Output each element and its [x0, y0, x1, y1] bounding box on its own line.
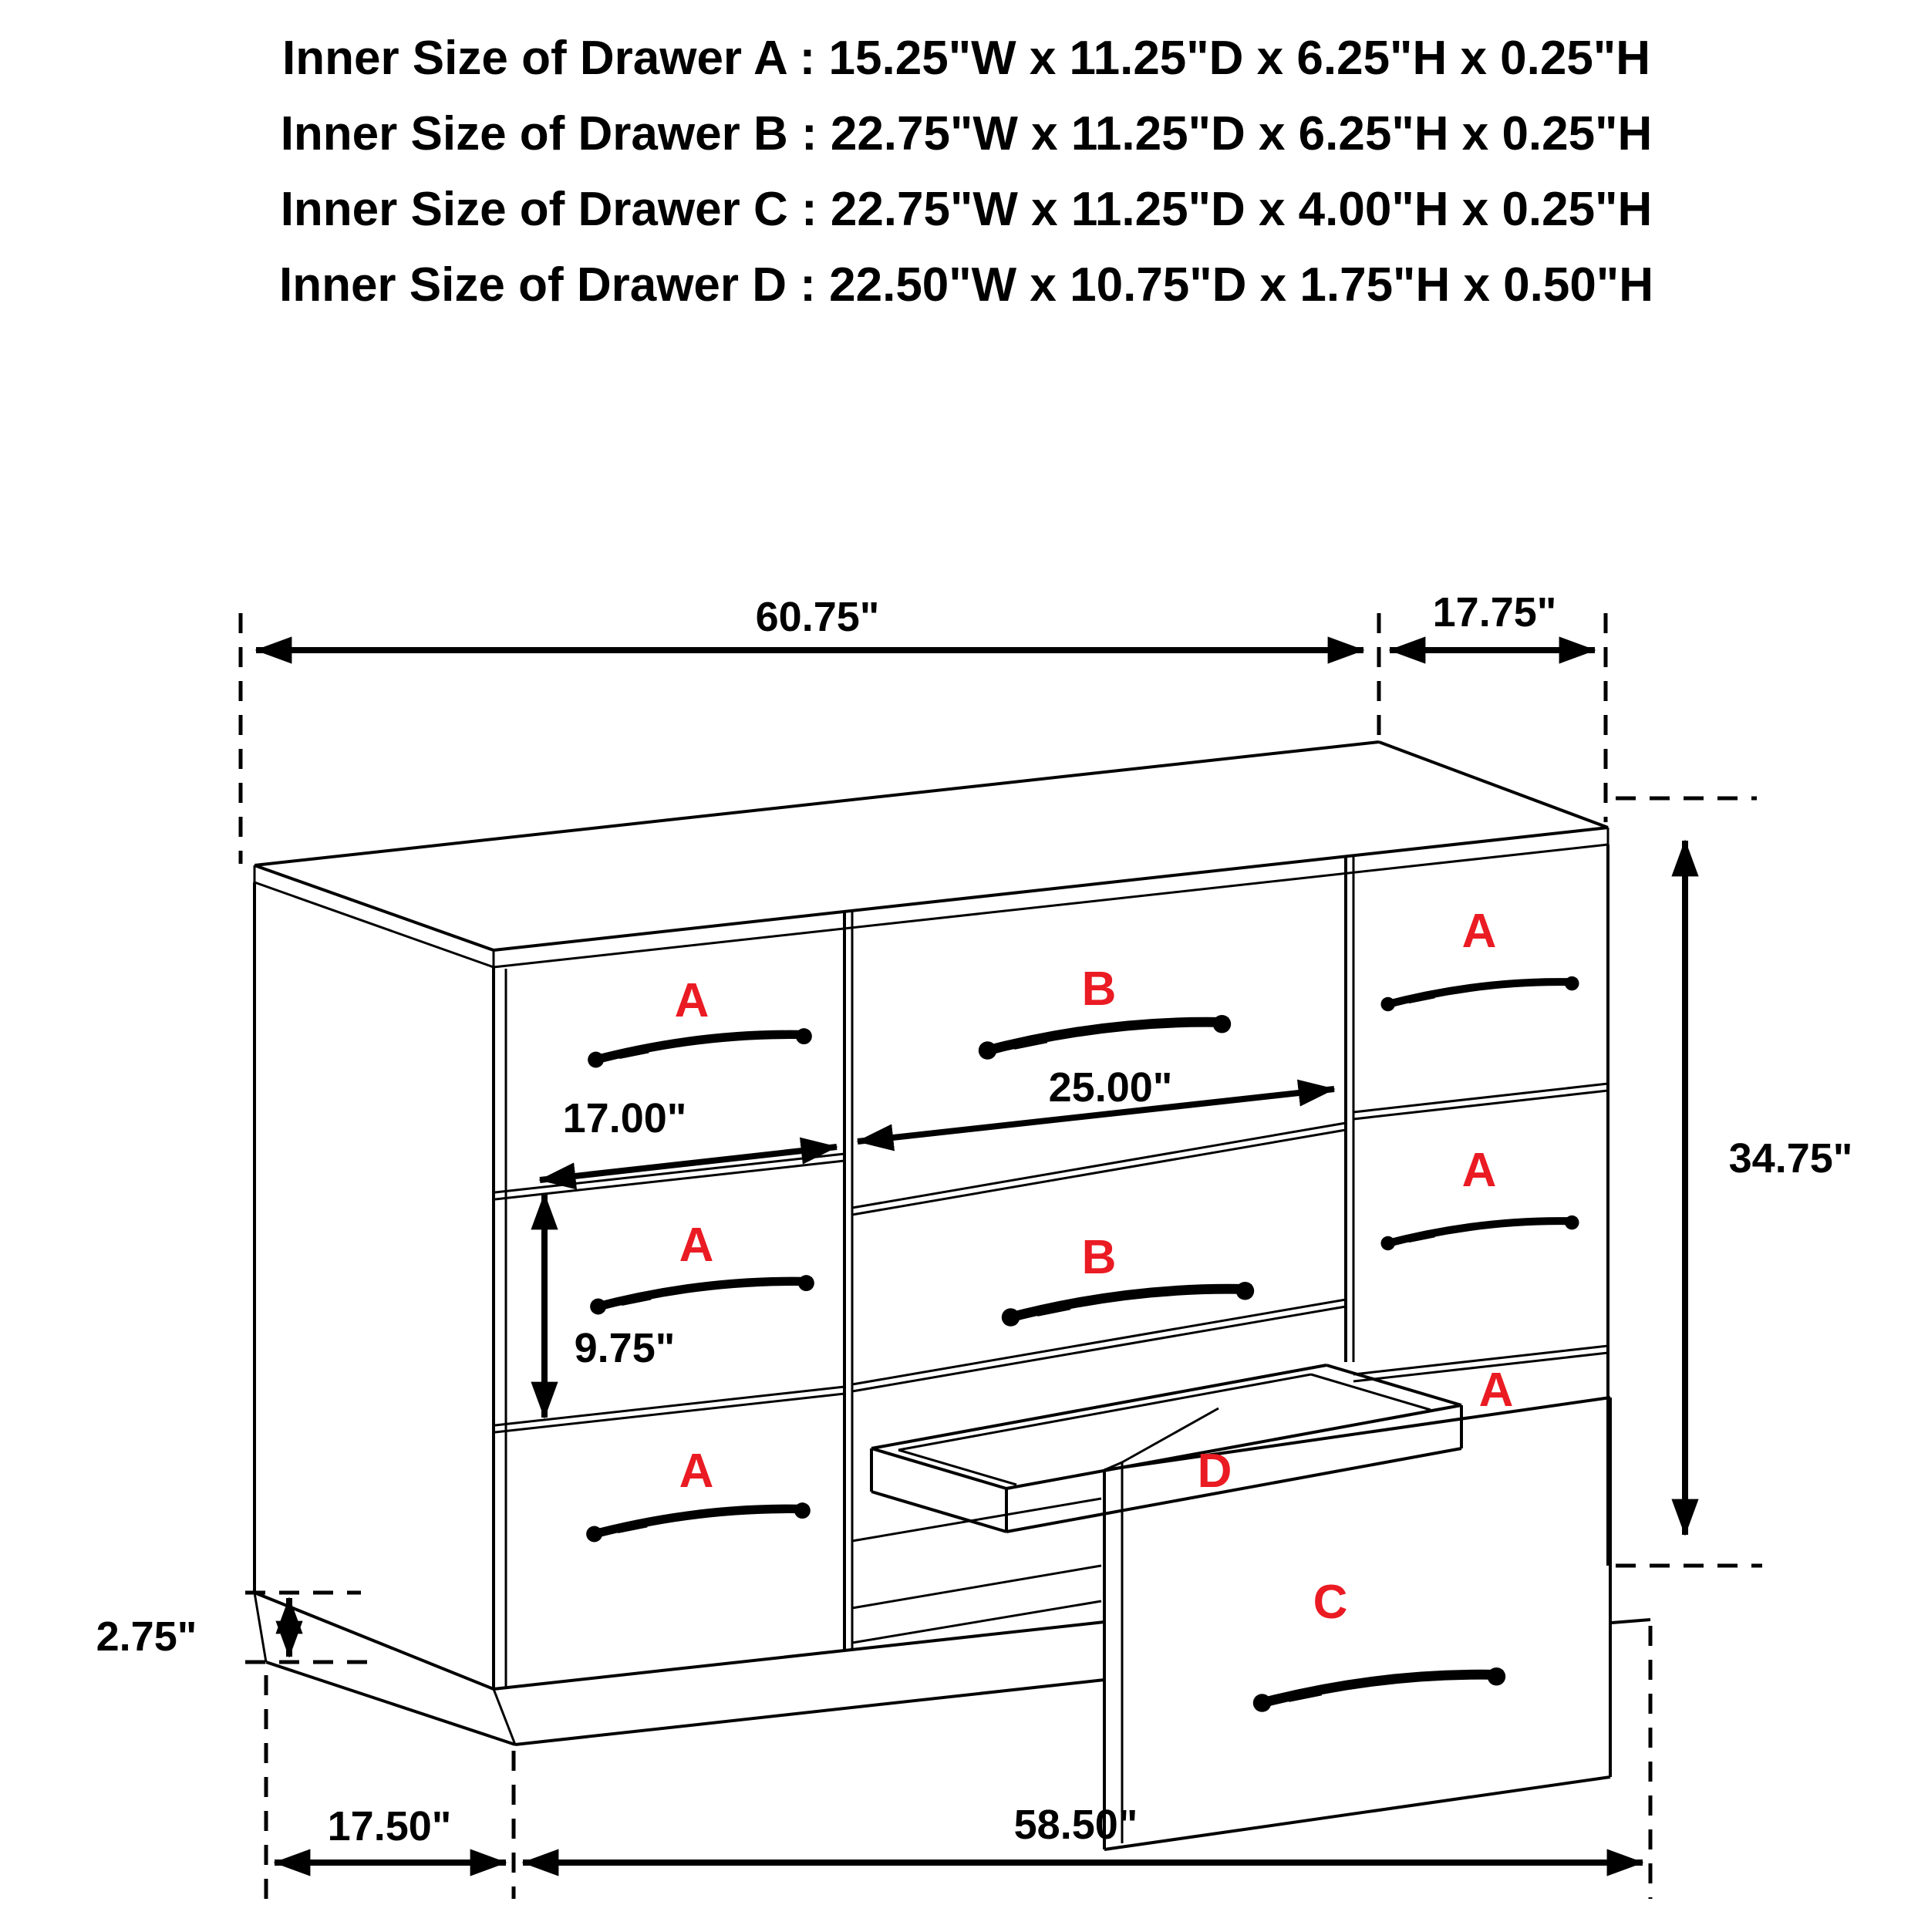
dim-left-drawer-height-value: 9.75" [574, 1325, 676, 1371]
drawer-a-right1-handle [1380, 976, 1579, 1011]
cabinet-top-surface [254, 742, 1608, 967]
dim-side-depth [275, 1803, 506, 1863]
cabinet-base-plinth [515, 1620, 1650, 1745]
drawer-c-open [1104, 1398, 1610, 1849]
drawer-a-right1-label: A [1461, 905, 1497, 958]
front-face-frame [494, 845, 1608, 1689]
drawer-a3-label: A [679, 1445, 714, 1498]
drawer-c-label: C [1313, 1576, 1348, 1629]
drawer-a2-label: A [679, 1219, 714, 1272]
dim-total-height [1685, 841, 1852, 1535]
guide-lines [241, 613, 1762, 1899]
drawer-b1-label: B [1081, 963, 1117, 1016]
dim-middle-drawer-width-value: 25.00" [1048, 1064, 1173, 1111]
drawer-c-handle [1253, 1667, 1505, 1712]
header-line-drawer-a: Inner Size of Drawer A : 15.25"W x 11.25"D x 6.25"H x 0.25"H [282, 32, 1650, 85]
header-line-drawer-b: Inner Size of Drawer B : 22.75"W x 11.25"D x 6.25"H x 0.25"H [280, 107, 1653, 160]
dim-total-height-value: 34.75" [1728, 1135, 1853, 1182]
drawer-a-right3-label: A [1478, 1364, 1514, 1417]
drawer-a1-label: A [674, 974, 710, 1027]
drawer-a1-handle [588, 1028, 812, 1067]
drawer-a2-handle [590, 1275, 814, 1314]
dim-middle-drawer-width [858, 1064, 1334, 1141]
drawer-b1-handle [979, 1015, 1231, 1060]
dim-base-height-value: 2.75" [96, 1613, 197, 1660]
dim-side-depth-value: 17.50" [327, 1803, 452, 1849]
drawer-letter-labels [675, 905, 1514, 1629]
header-line-drawer-d: Inner Size of Drawer D : 22.50"W x 10.75"D x 1.75"H x 0.50"H [278, 258, 1654, 312]
header [279, 32, 1653, 312]
drawer-d-open-tray [871, 1365, 1461, 1532]
dim-top-width-value: 60.75" [755, 594, 880, 640]
dim-left-drawer-width-value: 17.00" [562, 1095, 687, 1141]
dresser-drawing [254, 742, 1650, 1849]
drawer-a3-handle [586, 1502, 811, 1542]
drawer-a-right2-handle [1380, 1216, 1579, 1250]
dim-front-width-value: 58.50" [1013, 1802, 1138, 1848]
dim-right-depth [1390, 589, 1595, 650]
header-line-drawer-c: Inner Size of Drawer C : 22.75"W x 11.25"D x 4.00"H x 0.25"H [280, 183, 1653, 236]
dim-front-width [523, 1802, 1643, 1863]
drawer-b2-handle [1002, 1282, 1254, 1327]
cabinet-left-side-panel [254, 882, 515, 1745]
drawer-d-label: D [1197, 1445, 1232, 1498]
dim-top-width [256, 594, 1363, 650]
drawer-a-right2-label: A [1461, 1144, 1497, 1197]
dim-right-depth-value: 17.75" [1432, 589, 1557, 636]
drawer-b2-label: B [1081, 1231, 1117, 1284]
